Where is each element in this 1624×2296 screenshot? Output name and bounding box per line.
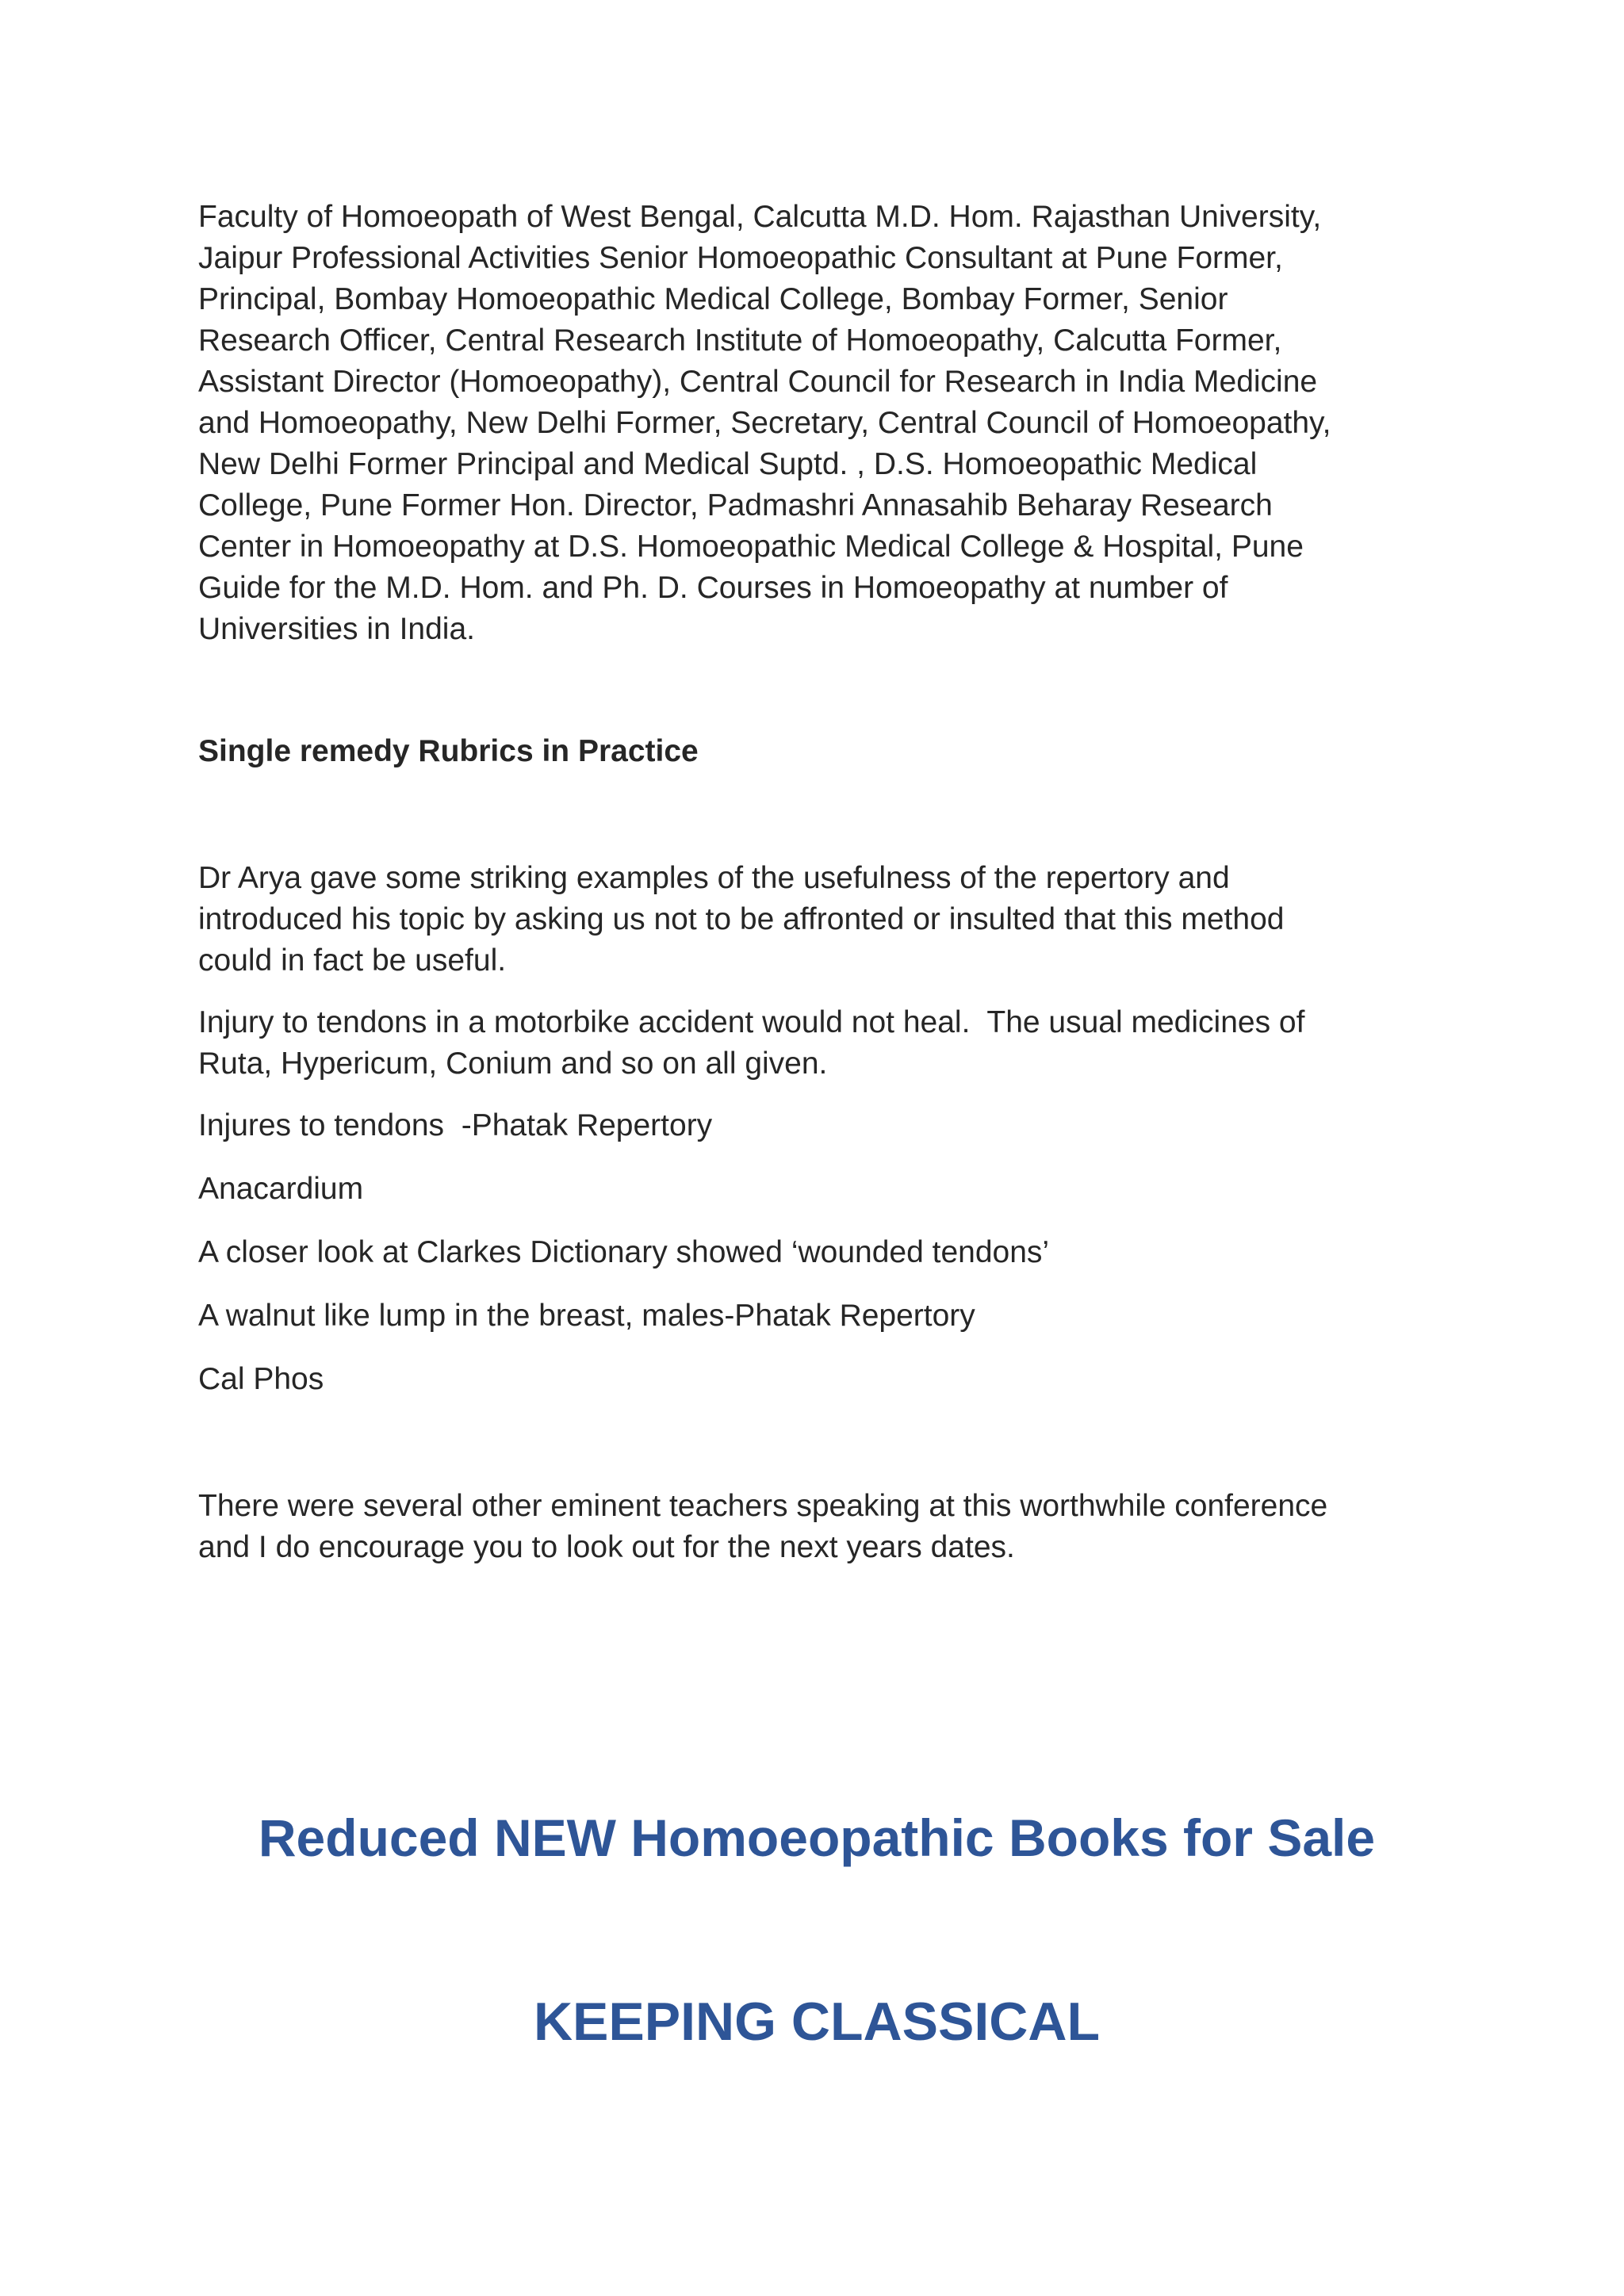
closing-line: There were several other eminent teachers speaking at this worthwhile conference	[198, 1489, 1328, 1523]
injury-line: Ruta, Hypericum, Conium and so on all given.	[198, 1047, 828, 1081]
intro-line: New Delhi Former Principal and Medical Suptd. , D.S. Homoeopathic Medical	[198, 447, 1258, 481]
closing-line: and I do encourage you to look out for the next years dates.	[198, 1530, 1015, 1564]
remedy-anacardium: Anacardium	[198, 1172, 364, 1206]
arya-line: Dr Arya gave some striking examples of the usefulness of the repertory and	[198, 861, 1230, 895]
section-heading: Single remedy Rubrics in Practice	[198, 734, 699, 768]
intro-line: Center in Homoeopathy at D.S. Homoeopathic Medical College & Hospital, Pune	[198, 530, 1304, 564]
clarke-note: A closer look at Clarkes Dictionary showed ‘wounded tendons’	[198, 1235, 1050, 1269]
rubric-tendons: Injures to tendons -Phatak Repertory	[198, 1108, 713, 1142]
intro-line: Principal, Bombay Homoeopathic Medical College, Bombay Former, Senior	[198, 282, 1228, 316]
injury-paragraph	[198, 1002, 1435, 1085]
intro-line: Jaipur Professional Activities Senior Homoeopathic Consultant at Pune Former,	[198, 241, 1283, 275]
arya-line: introduced his topic by asking us not to be affronted or insulted that this method	[198, 902, 1285, 936]
rubric-breast: A walnut like lump in the breast, males-Phatak Repertory	[198, 1299, 975, 1333]
closing-paragraph	[198, 1486, 1435, 1568]
injury-line: Injury to tendons in a motorbike accident would not heal. The usual medicines of	[198, 1005, 1305, 1039]
promo-books-heading: Reduced NEW Homoeopathic Books for Sale	[258, 1808, 1376, 1867]
arya-line: could in fact be useful.	[198, 943, 507, 978]
intro-line: Guide for the M.D. Hom. and Ph. D. Courses in Homoeopathy at number of	[198, 571, 1228, 605]
intro-line: Research Officer, Central Research Institute of Homoeopathy, Calcutta Former,	[198, 323, 1282, 358]
remedy-calphos: Cal Phos	[198, 1362, 324, 1396]
intro-line: Faculty of Homoeopath of West Bengal, Calcutta M.D. Hom. Rajasthan University,	[198, 200, 1322, 234]
arya-paragraph	[198, 858, 1435, 982]
intro-line: Universities in India.	[198, 612, 475, 646]
intro-paragraph	[198, 197, 1435, 650]
intro-line: College, Pune Former Hon. Director, Padmashri Annasahib Beharay Research	[198, 488, 1273, 522]
promo-classical-heading: KEEPING CLASSICAL	[533, 1992, 1101, 2052]
intro-line: and Homoeopathy, New Delhi Former, Secretary, Central Council of Homoeopathy,	[198, 406, 1331, 440]
intro-line: Assistant Director (Homoeopathy), Central Council for Research in India Medicine	[198, 365, 1318, 399]
